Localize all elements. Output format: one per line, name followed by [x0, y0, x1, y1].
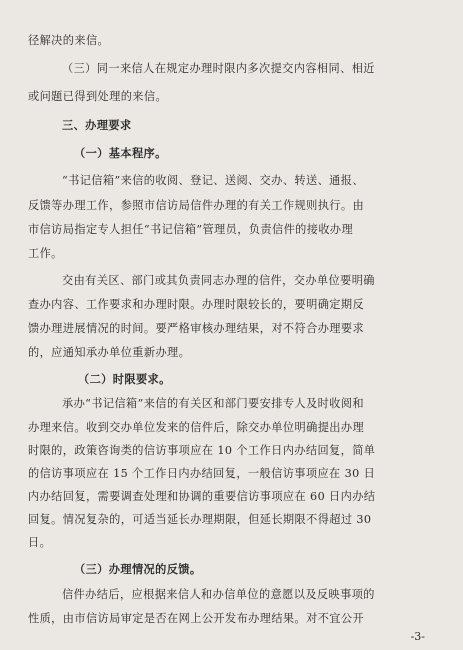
- text-line: （三）同一来信人在规定办理时限内多次提交内容相同、相近: [62, 62, 375, 75]
- text-line: 内办结回复，需要调查处理和协调的重要信访事项应在 60 日内办结: [28, 490, 376, 503]
- text-line: 承办“书记信箱”来信的有关区和部门要安排专人及时收阅和: [62, 397, 364, 410]
- page-number: -3-: [410, 630, 425, 643]
- text-line: 反馈等办理工作，参照市信访局信件办理的有关工作规则执行。由: [28, 199, 365, 212]
- text-line: 查办内容、工作要求和办理时限。办理时限较长的，要明确定期反: [28, 298, 365, 311]
- section-heading: 三、办理要求: [62, 118, 132, 132]
- text-line: 市信访局指定专人担任“书记信箱”管理员，负责信件的接收办理: [28, 223, 354, 236]
- sub-heading: （二）时限要求。: [78, 372, 171, 386]
- text-line: 信件办结后，应根据来信人和办信单位的意愿以及反映事项的: [62, 588, 375, 601]
- text-line: 的信访事项应在 15 个工作日内办结回复，一般信访事项应在 30 日: [28, 467, 376, 480]
- text-line: 性质，由市信访局审定是否在网上公开发布办理结果。对不宜公开: [28, 612, 365, 625]
- sub-heading: （一）基本程序。: [74, 146, 167, 160]
- text-line: 回复。情况复杂的，可适当延长办理期限，但延长期限不得超过 30: [28, 513, 372, 526]
- text-line: “书记信箱”来信的收阅、登记、送阅、交办、转送、通报、: [62, 174, 364, 187]
- text-line: 交由有关区、部门或其负责同志办理的信件，交办单位要明确: [62, 274, 375, 287]
- text-line: 径解决的来信。: [28, 34, 110, 47]
- text-line: 馈办理进展情况的时间。要严格审核办理结果，对不符合办理要求: [28, 322, 365, 335]
- text-line: 办理来信。收到交办单位发来的信件后，除交办单位明确提出办理: [28, 421, 365, 434]
- text-line: 日。: [28, 536, 52, 549]
- text-line: 或问题已得到处理的来信。: [28, 90, 168, 103]
- text-line: 的，应通知承办单位重新办理。: [28, 346, 191, 359]
- sub-heading: （三）办理情况的反馈。: [74, 562, 202, 576]
- text-line: 时限的，政策咨询类的信访事项应在 10 个工作日内办结回复，简单: [28, 444, 376, 457]
- text-line: 工作。: [28, 247, 63, 260]
